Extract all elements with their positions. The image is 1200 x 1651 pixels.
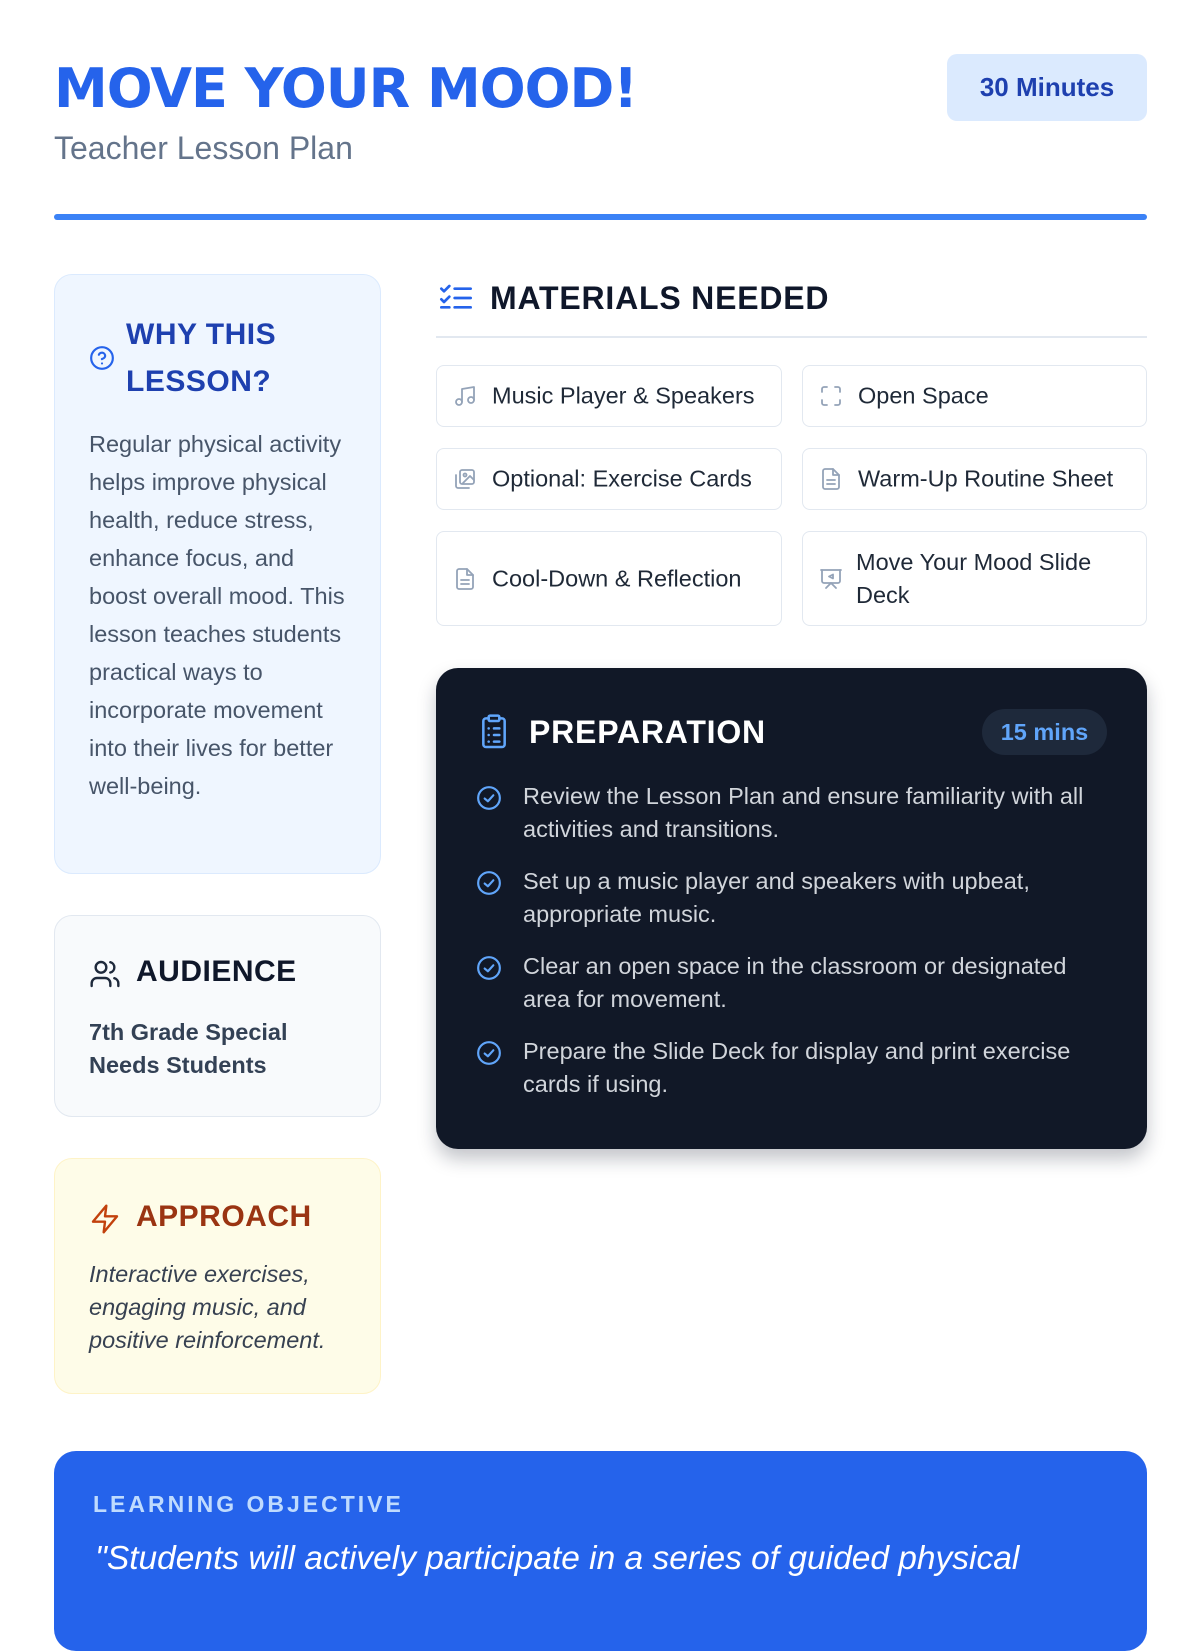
learning-objective-text: "Students will actively participate in a series of guided physical <box>95 1540 1020 1577</box>
images-icon <box>453 467 477 491</box>
list-checks-icon <box>438 282 474 314</box>
audience-heading: AUDIENCE <box>136 955 297 988</box>
approach-card <box>54 1158 381 1394</box>
material-label: Cool-Down & Reflection <box>492 565 742 591</box>
clipboard-list-icon <box>478 713 510 749</box>
page-title: MOVE YOUR MOOD! <box>54 57 637 120</box>
preparation-step-text: Review the Lesson Plan and ensure familiarity with all activities and transitions. <box>523 783 1084 842</box>
check-circle-icon <box>476 1040 502 1066</box>
preparation-step <box>476 950 1116 1016</box>
expand-icon <box>819 384 843 408</box>
preparation-step <box>476 780 1116 846</box>
check-circle-icon <box>476 870 502 896</box>
preparation-time-badge: 15 mins <box>982 709 1107 755</box>
learning-objective-label: LEARNING OBJECTIVE <box>93 1491 404 1517</box>
preparation-step <box>476 865 1116 931</box>
preparation-step-text: Set up a music player and speakers with upbeat, appropriate music. <box>523 868 1030 927</box>
material-item <box>436 365 782 427</box>
preparation-panel <box>436 668 1147 1149</box>
why-lesson-text: Regular physical activity helps improve physical health, reduce stress, enhance focus, and boost overall mood. This lesson teaches students practical ways to incorporate movement into their lives for better well-being. <box>89 431 345 799</box>
zap-icon <box>89 1203 121 1235</box>
material-label: Optional: Exercise Cards <box>492 465 752 492</box>
check-circle-icon <box>476 785 502 811</box>
material-item <box>802 448 1147 510</box>
material-item <box>802 531 1147 626</box>
why-lesson-card <box>54 274 381 874</box>
duration-badge: 30 Minutes <box>947 54 1147 121</box>
material-item <box>436 531 782 626</box>
material-label: Warm-Up Routine Sheet <box>858 465 1114 492</box>
help-circle-icon <box>89 345 115 371</box>
material-item <box>802 365 1147 427</box>
preparation-steps <box>476 780 1116 1120</box>
learning-objective-panel <box>54 1451 1147 1651</box>
material-label: Move Your Mood Slide Deck <box>856 548 1092 608</box>
material-label: Music Player & Speakers <box>492 382 755 409</box>
check-circle-icon <box>476 955 502 981</box>
materials-heading: MATERIALS NEEDED <box>490 280 830 316</box>
users-icon <box>89 958 121 990</box>
preparation-step <box>476 1035 1116 1101</box>
preparation-step-text: Prepare the Slide Deck for display and print exercise cards if using. <box>523 1038 1071 1097</box>
materials-header <box>436 276 1147 338</box>
presentation-icon <box>819 567 843 591</box>
preparation-heading: PREPARATION <box>529 714 766 750</box>
music-icon <box>453 384 477 408</box>
file-text-icon <box>819 467 843 491</box>
file-text-icon <box>453 567 477 591</box>
approach-text: Interactive exercises, engaging music, and positive reinforcement. <box>89 1261 326 1353</box>
audience-card <box>54 915 381 1117</box>
material-item <box>436 448 782 510</box>
header-divider <box>54 214 1147 220</box>
why-lesson-heading: WHY THIS LESSON? <box>126 318 277 398</box>
page-subtitle: Teacher Lesson Plan <box>54 130 353 166</box>
approach-heading: APPROACH <box>136 1200 312 1233</box>
audience-text: 7th Grade Special Needs Students <box>89 1019 288 1078</box>
preparation-step-text: Clear an open space in the classroom or designated area for movement. <box>523 953 1067 1012</box>
material-label: Open Space <box>858 382 989 409</box>
